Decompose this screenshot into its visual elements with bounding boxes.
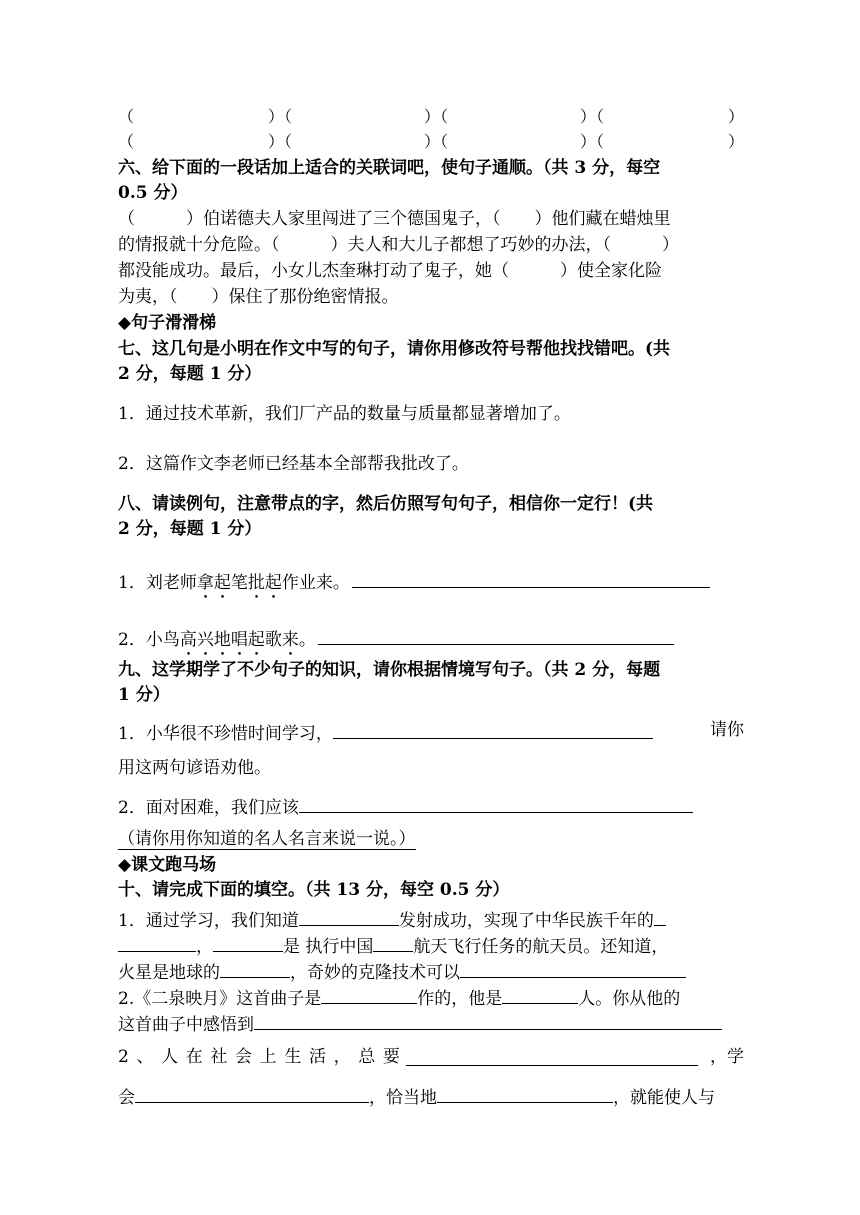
fill-text: 是 执行中国 bbox=[283, 937, 374, 957]
question-text: 2．面对困难，我们应该 bbox=[118, 798, 299, 818]
q8-example-2 bbox=[118, 624, 744, 660]
spaced-char: 社 bbox=[210, 1047, 228, 1067]
paren-pair: ）（ bbox=[424, 107, 449, 126]
spaced-char: 生 bbox=[284, 1047, 302, 1067]
q6-paragraph-line: 的情报就十分危险。（ ）夫人和大儿子都想了巧妙的办法，（ ） bbox=[118, 235, 679, 255]
fill-text: 作的，他是 bbox=[417, 989, 503, 1009]
q6-title: 六、给下面的一段话加上适合的关联词吧，使句子通顺。（共 3 分，每空 bbox=[118, 158, 661, 178]
fill-text: 会 bbox=[118, 1088, 135, 1108]
fill-text: ， bbox=[196, 937, 213, 957]
dotted-chars: 拿起 bbox=[196, 573, 231, 593]
q8-title-cont: 2 分，每题 1 分） bbox=[118, 519, 262, 539]
dotted-chars: 批起 bbox=[247, 573, 282, 593]
spaced-char: 在 bbox=[185, 1047, 203, 1067]
q9-sentence-2 bbox=[118, 792, 744, 820]
paren-pair: ）（ bbox=[424, 132, 449, 151]
paren-pair: ）（ bbox=[268, 132, 293, 151]
fill-text: 1．通过学习，我们知道 bbox=[118, 911, 299, 931]
answer-blank[interactable] bbox=[220, 957, 290, 978]
q6-paragraph-line: 为夷，（ ）保住了那份绝密情报。 bbox=[118, 287, 399, 307]
answer-blank[interactable] bbox=[299, 792, 693, 813]
answer-blank[interactable] bbox=[502, 983, 578, 1004]
fill-text: ，就能使人与 bbox=[613, 1088, 715, 1108]
q10-title: 十、请完成下面的填空。（共 13 分，每空 0.5 分） bbox=[118, 880, 510, 900]
spaced-char: 上 bbox=[259, 1047, 277, 1067]
q7-title-cont: 2 分，每题 1 分） bbox=[118, 364, 262, 384]
q8-title: 八、请读例句，注意带点的字，然后仿照写句句子，相信你一定行！(共 bbox=[118, 494, 654, 514]
q7-sentence-2: 2．这篇作文李老师已经基本全部帮我批改了。 bbox=[118, 454, 469, 474]
spaced-char: ， bbox=[333, 1047, 351, 1067]
example-text: 1．刘老师 bbox=[118, 573, 197, 593]
fill-text: 火星是地球的 bbox=[118, 963, 220, 983]
spaced-char: 2 bbox=[118, 1047, 129, 1067]
paren-row bbox=[118, 129, 744, 153]
fill-text: ，恰当地 bbox=[369, 1088, 437, 1108]
answer-blank[interactable] bbox=[373, 931, 413, 952]
answer-blank[interactable] bbox=[118, 931, 196, 952]
answer-blank[interactable] bbox=[135, 1082, 369, 1103]
dotted-chars: 高兴地唱起 bbox=[179, 630, 265, 650]
dotted-chars: 来 bbox=[281, 630, 299, 650]
q6-title-cont: 0.5 分） bbox=[118, 183, 188, 203]
spaced-char: 总 bbox=[358, 1047, 376, 1067]
hint-text: （请你用你知道的名人名言来说一说。） bbox=[118, 829, 416, 849]
answer-blank[interactable] bbox=[318, 624, 674, 645]
answer-blank[interactable] bbox=[213, 931, 283, 952]
answer-blank[interactable] bbox=[299, 905, 399, 926]
example-text: 作业来。 bbox=[281, 573, 350, 593]
q9-sentence-1-cont: 用这两句谚语劝他。 bbox=[118, 758, 271, 778]
answer-blank[interactable] bbox=[352, 567, 710, 588]
q10-line bbox=[118, 1082, 744, 1110]
paren-close: ） bbox=[728, 107, 745, 126]
fill-text: ，奇妙的克隆技术可以 bbox=[290, 963, 460, 983]
section-heading-sentences: ◆句子滑滑梯 bbox=[118, 313, 217, 333]
fill-text: 这首曲子中感悟到 bbox=[118, 1015, 254, 1035]
spaced-char: 活 bbox=[308, 1047, 326, 1067]
question-text: 请你 bbox=[710, 720, 744, 740]
paren-pair: ）（ bbox=[268, 107, 293, 126]
answer-blank[interactable] bbox=[437, 1082, 613, 1103]
answer-blank[interactable] bbox=[321, 983, 417, 1004]
answer-blank[interactable] bbox=[460, 957, 686, 978]
q10-line bbox=[118, 957, 744, 985]
paren-pair: ）（ bbox=[580, 132, 605, 151]
question-text: 1．小华很不珍惜时间学习， bbox=[118, 724, 333, 744]
q8-example-1 bbox=[118, 567, 744, 603]
spaced-char: 人 bbox=[161, 1047, 179, 1067]
paren-open: （ bbox=[118, 107, 135, 126]
example-text: 。 bbox=[298, 630, 316, 650]
paren-close: ） bbox=[728, 132, 745, 151]
paren-open: （ bbox=[118, 132, 135, 151]
q7-title: 七、这几句是小明在作文中写的句子，请你用修改符号帮他找找错吧。(共 bbox=[118, 339, 671, 359]
spaced-char: 会 bbox=[235, 1047, 253, 1067]
answer-blank[interactable] bbox=[254, 1009, 722, 1030]
answer-blank[interactable] bbox=[333, 718, 653, 739]
q9-title: 九、这学期学了不少句子的知识，请你根据情境写句子。（共 2 分，每题 bbox=[118, 660, 661, 680]
q10-line bbox=[118, 905, 744, 933]
q6-paragraph-line: 都没能成功。最后，小女儿杰奎琳打动了鬼子，她（ ）使全家化险 bbox=[118, 261, 662, 281]
q9-note bbox=[118, 827, 744, 851]
paren-row bbox=[118, 104, 744, 128]
q10-line bbox=[118, 983, 744, 1011]
q10-line bbox=[118, 931, 744, 959]
answer-blank[interactable] bbox=[406, 1045, 698, 1066]
example-text: 笔 bbox=[230, 573, 248, 593]
answer-blank[interactable] bbox=[654, 905, 666, 926]
spaced-char: 要 bbox=[382, 1047, 400, 1067]
fill-text: ，学 bbox=[710, 1047, 744, 1067]
q9-sentence-1 bbox=[118, 718, 744, 746]
q10-line bbox=[118, 1009, 744, 1037]
q9-title-cont: 1 分） bbox=[118, 685, 170, 705]
q7-sentence-1: 1．通过技术革新，我们厂产品的数量与质量都显著增加了。 bbox=[118, 404, 571, 424]
example-text: 2．小鸟 bbox=[118, 630, 180, 650]
fill-text: 2.《二泉映月》这首曲子是 bbox=[118, 989, 322, 1009]
q6-paragraph-line: （ ）伯诺德夫人家里闯进了三个德国鬼子，（ ）他们藏在蜡烛里 bbox=[118, 209, 671, 229]
fill-text: 发射成功，实现了中华民族千年的 bbox=[398, 911, 654, 931]
example-text: 歌 bbox=[264, 630, 282, 650]
section-heading-texts: ◆课文跑马场 bbox=[118, 855, 217, 875]
spaced-text bbox=[118, 1045, 400, 1069]
paren-pair: ）（ bbox=[580, 107, 605, 126]
fill-text: 人。你从他的 bbox=[578, 989, 681, 1009]
fill-text: 航天飞行任务的航天员。还知道， bbox=[413, 937, 669, 957]
spaced-char: 、 bbox=[136, 1047, 154, 1067]
